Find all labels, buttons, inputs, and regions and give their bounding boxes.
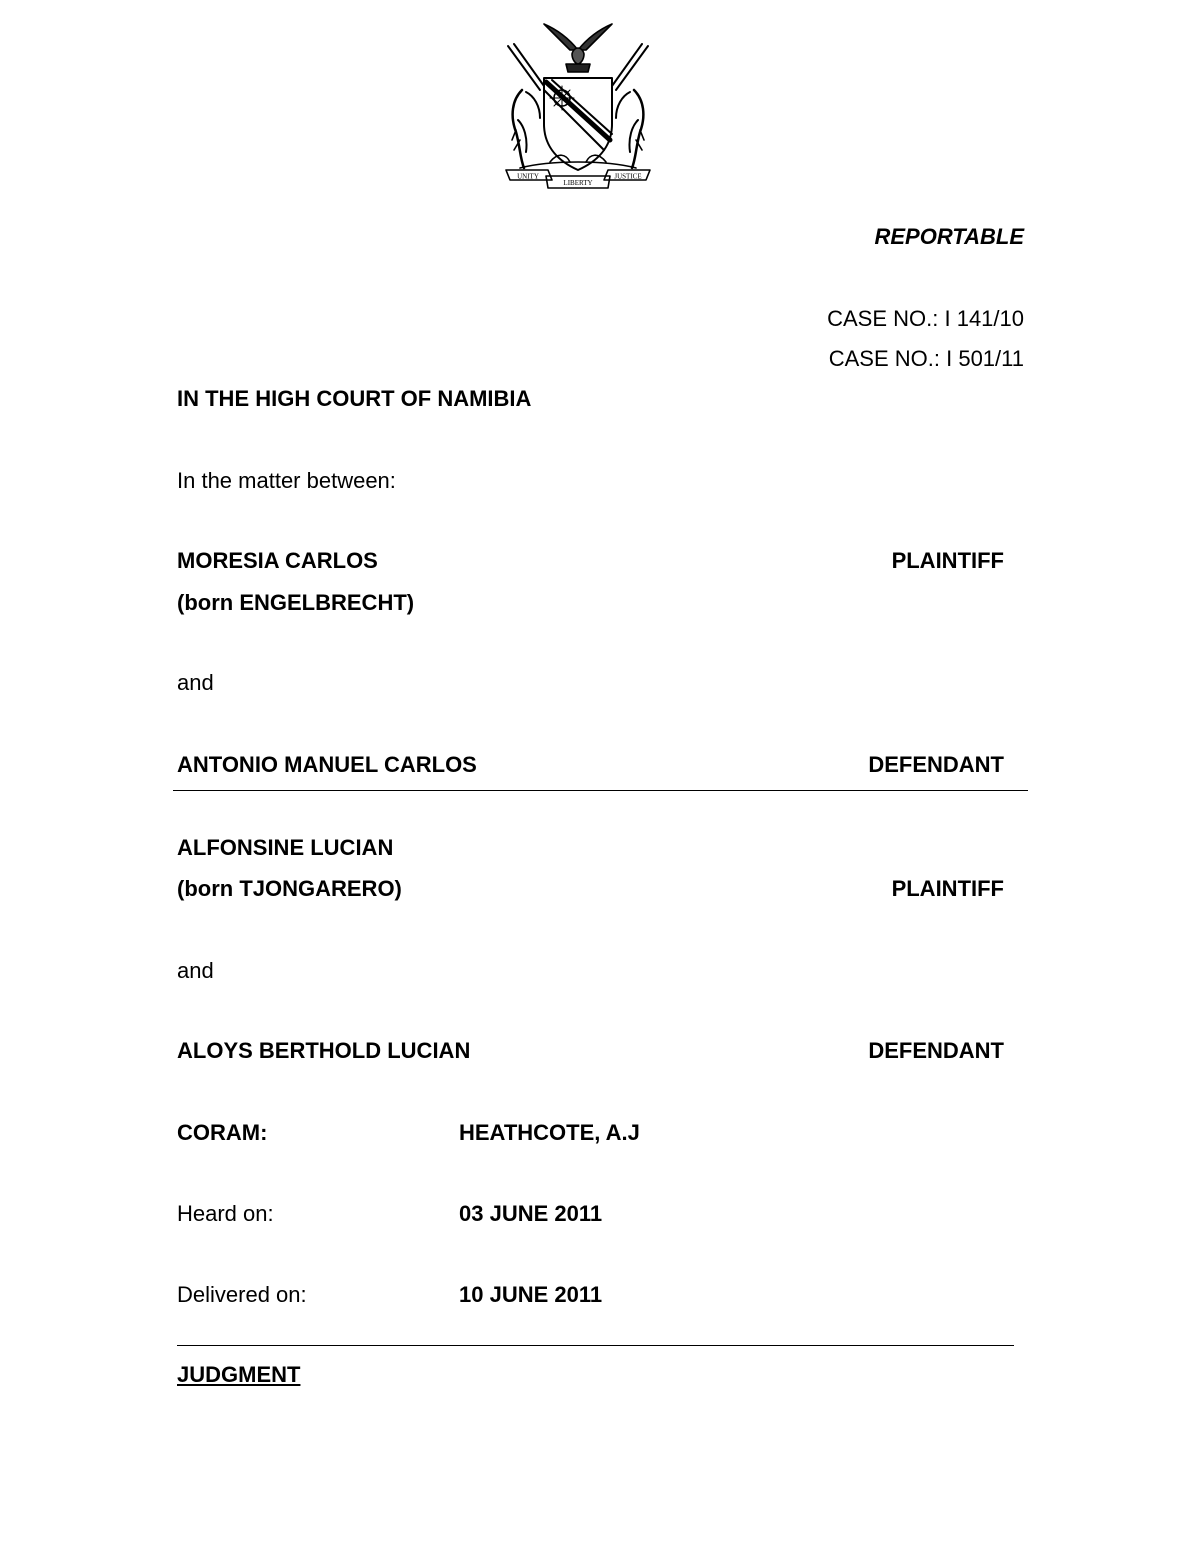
delivered-on-label: Delivered on: — [177, 1282, 307, 1307]
case1-plaintiff-born: (born ENGELBRECHT) — [177, 590, 415, 615]
case1-defendant-name: ANTONIO MANUEL CARLOS — [177, 752, 477, 777]
case2-defendant-role: DEFENDANT — [868, 1038, 1004, 1063]
case2-plaintiff-born: (born TJONGARERO) — [177, 876, 402, 901]
case-divider-rule — [173, 790, 1028, 791]
heard-on-label: Heard on: — [177, 1201, 274, 1226]
coram-value: HEATHCOTE, A.J — [459, 1120, 640, 1145]
case-number-2: CASE NO.: I 501/11 — [828, 346, 1024, 371]
svg-text:JUSTICE: JUSTICE — [614, 172, 642, 181]
case-number-1: CASE NO.: I 141/10 — [827, 306, 1024, 331]
case1-plaintiff-name: MORESIA CARLOS — [177, 548, 378, 573]
svg-text:LIBERTY: LIBERTY — [563, 179, 593, 187]
heard-on-value: 03 JUNE 2011 — [459, 1201, 603, 1226]
judgment-heading: JUDGMENT — [177, 1362, 301, 1387]
case2-defendant-name: ALOYS BERTHOLD LUCIAN — [177, 1038, 471, 1063]
delivered-on-value: 10 JUNE 2011 — [459, 1282, 603, 1307]
case1-defendant-role: DEFENDANT — [868, 752, 1004, 777]
case2-plaintiff-name: ALFONSINE LUCIAN — [177, 835, 394, 860]
case2-plaintiff-role: PLAINTIFF — [891, 876, 1004, 901]
case1-plaintiff-role: PLAINTIFF — [891, 548, 1004, 573]
matter-between-text: In the matter between: — [177, 468, 396, 493]
judgment-divider-rule — [177, 1345, 1014, 1346]
reportable-label: REPORTABLE — [874, 224, 1024, 249]
coram-label: CORAM: — [177, 1120, 268, 1145]
case2-and: and — [177, 958, 214, 983]
court-name: IN THE HIGH COURT OF NAMIBIA — [177, 386, 532, 411]
coat-of-arms-icon — [500, 20, 656, 192]
svg-text:UNITY: UNITY — [517, 172, 539, 181]
case1-and: and — [177, 670, 214, 695]
